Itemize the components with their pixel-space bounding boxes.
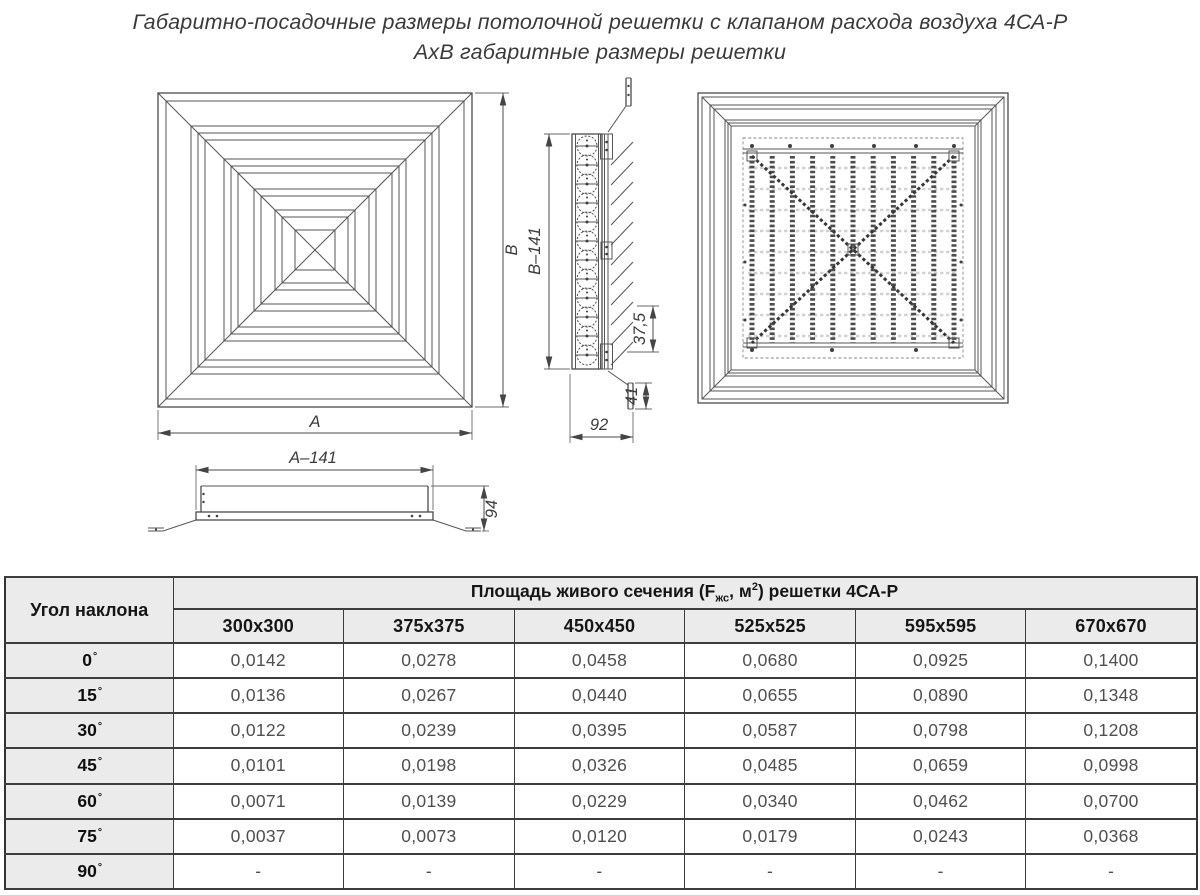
area-value: 0,0700 [1026,784,1197,819]
area-value: - [173,854,344,889]
size-header-300: 300x300 [173,609,344,643]
area-value: 0,0485 [685,748,856,783]
area-value: - [685,854,856,889]
angle-cell: 90° [5,854,173,889]
bottom-profile-drawing [148,449,501,531]
table-row-15deg [5,678,1197,713]
back-louver-lines [748,168,958,336]
size-header-670: 670x670 [1026,609,1197,643]
area-value: 0,0122 [173,713,344,748]
area-value: 0,1348 [1026,678,1197,713]
angle-cell: 60° [5,784,173,819]
area-value: 0,0680 [685,643,856,678]
size-header-375: 375x375 [344,609,515,643]
area-value: 0,0440 [514,678,685,713]
area-value: 0,1208 [1026,713,1197,748]
area-value: 0,0198 [344,748,515,783]
area-value: 0,0239 [344,713,515,748]
valve-wheels [575,136,599,365]
angle-cell: 75° [5,819,173,854]
area-value: 0,0229 [514,784,685,819]
area-value: 0,0179 [685,819,856,854]
front-view-drawing [158,93,521,440]
area-value: 0,0120 [514,819,685,854]
angle-cell: 45° [5,748,173,783]
size-header-595: 595x595 [855,609,1026,643]
area-value: 0,0139 [344,784,515,819]
free-area-header-sup: 2 [751,581,758,594]
front-height-dim-label: B [503,244,521,256]
table-row-30deg [5,713,1197,748]
free-area-header-sub: жс [715,592,730,605]
area-value: - [344,854,515,889]
angle-cell: 15° [5,678,173,713]
size-header-450: 450x450 [514,609,685,643]
side-height-dim-label: B–141 [526,227,544,275]
table-row-60deg [5,784,1197,819]
table-header-row-2 [5,609,1197,643]
page-title-line2: АхВ габаритные размеры решетки [413,39,787,64]
area-value: 0,0998 [1026,748,1197,783]
angle-column-header: Угол наклона [5,577,173,643]
louver-blades [611,142,633,365]
angle-cell: 30° [5,713,173,748]
free-area-header-prefix: Площадь живого сечения (F [470,581,716,602]
area-value: 0,0890 [855,678,1026,713]
area-value: 0,0655 [685,678,856,713]
angle-cell: 0° [5,643,173,678]
side-flange-dim-label: 41 [623,386,641,406]
back-view-drawing [698,93,1008,403]
table-row-90deg [5,854,1197,889]
area-value: 0,0267 [344,678,515,713]
area-value: 0,0368 [1026,819,1197,854]
side-view-drawing [526,78,659,443]
area-value: - [1026,854,1197,889]
area-value: 0,0587 [685,713,856,748]
area-value: 0,1400 [1026,643,1197,678]
area-value: 0,0101 [173,748,344,783]
area-value: 0,0136 [173,678,344,713]
area-value: 0,0659 [855,748,1026,783]
bottom-width-dim-label: A–141 [289,449,337,467]
area-value: 0,0142 [173,643,344,678]
free-area-header-suffix: ) решетки 4СА-Р [757,581,899,602]
area-value: 0,0462 [855,784,1026,819]
side-depth-dim-label: 92 [589,416,609,434]
area-value: 0,0243 [855,819,1026,854]
front-width-dim-label: A [309,413,321,431]
table-row-75deg [5,819,1197,854]
area-value: 0,0073 [344,819,515,854]
area-value: - [855,854,1026,889]
area-value: - [514,854,685,889]
free-area-table [4,576,1198,890]
area-value: 0,0395 [514,713,685,748]
area-value: 0,0798 [855,713,1026,748]
size-header-525: 525x525 [685,609,856,643]
area-value: 0,0037 [173,819,344,854]
table-row-45deg [5,748,1197,783]
area-value: 0,0340 [685,784,856,819]
area-value: 0,0326 [514,748,685,783]
area-value: 0,0278 [344,643,515,678]
free-area-header [173,577,1197,609]
side-louver-pitch-dim-label: 37,5 [631,312,649,346]
page-title-line1: Габаритно-посадочные размеры потолочной решетки с клапаном расхода воздуха 4СА-Р [132,10,1068,34]
table-row-0deg [5,643,1197,678]
area-value: 0,0925 [855,643,1026,678]
area-value: 0,0071 [173,784,344,819]
free-area-header-mid: , м [729,581,752,602]
table-header-row-1 [5,577,1197,609]
area-value: 0,0458 [514,643,685,678]
bottom-height-dim-label: 94 [483,499,501,519]
